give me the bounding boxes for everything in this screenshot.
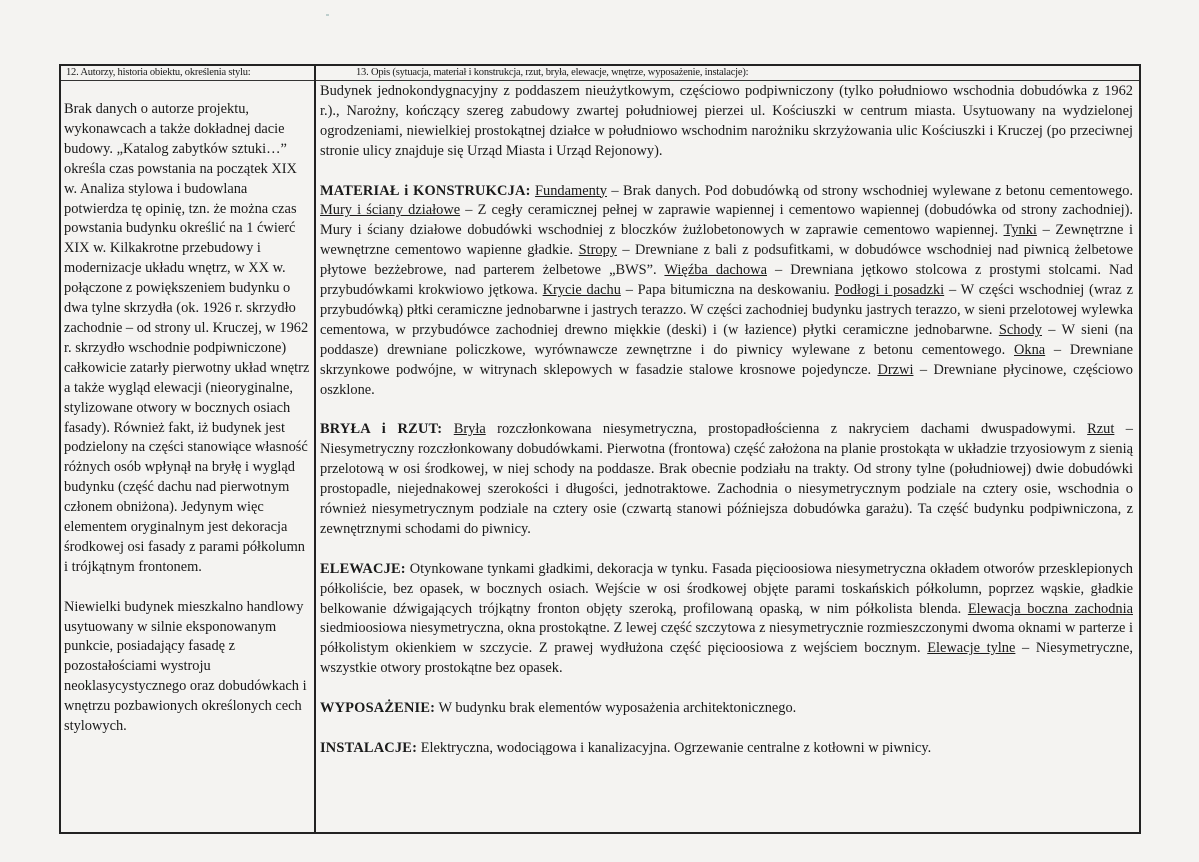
history-header: 12. Autorzy, historia obiektu, określenia stylu: [66, 67, 251, 78]
bryla-paragraph [320, 420, 1133, 539]
history-paragraph-1: Brak danych o autorze projektu, wykonawcach a także dokładnej dacie budowy. „Katalog zabytków sztuki…” określa czas powstania na początek XIX w. Analiza stylowa i budowlana potwierdza tę opinię, tzn. że można czas powstania budynku określić na 1 ćwierć XIX w. Kilkakrotne przebudowy i modernizacje układu wnętrz, w XX w. połączone z powiększeniem budynku o dwa tylne skrzydła (ok. 1926 r. skrzydło zachodnie – od strony ul. Kruczej, w 1962 r. skrzydło wschodnie podpiwniczone) całkowicie zatarły pierwotny układ wnętrz a także wygląd elewacji (nieoryginalne, stylizowane otwory w bocznych osiach fasady). Również fakt, iż budynek jest podzielony na części stanowiące własność różnych osób wpłynął na bryłę i wygląd budynku (część dachu nad pierwotnym członem obniżona). Jedynym więc elementem oryginalnym jest dekoracja środkowej osi fasady z parami półkolumn i trójkątnym frontonem. [64, 101, 310, 575]
text-schody: – W sieni (na poddasze) drewniane policzkowe, wyrównawcze zewnętrzne i do piwnicy wylewane z betonu cementowego. [320, 321, 1133, 358]
text-wyposazenie: W budynku brak elementów wyposażenia architektonicznego. [435, 700, 797, 717]
label-fundamenty: Fundamenty [535, 182, 607, 199]
label-tynki: Tynki [1003, 222, 1037, 239]
label-okna: Okna [1013, 341, 1046, 358]
label-wiezba: Więźba dachowa [664, 262, 767, 279]
text-podlogi: – W części wschodniej (wraz z przybudówką) płtki ceramiczne jednobarwne i jastrych terazzo. W części zachodniej budynku jastrych terazzo, w sieni przelotowej wylewka cementowa, w przybudówce zachodniej drewno miękkie (deski) i (w łazience) płytki ceramiczne jednobarwne. [320, 282, 1133, 338]
text-rzut: – Niesymetryczny rozczłonkowany dobudówkami. Pierwotna (frontowa) część założona na planie prostokąta w układzie trzyosiowym z sienią przelotową w osi środkowej, w niej schody na poddasze. Brak obecnie podziału na trakty. Od strony tylne (południowej) dwie dobudówki prostopadle, niejednakowej szerokości i długości, jednotraktowe. Zachodnia o niesymetrycznym podziale na cztery osie, wschodnia o również niesymetrycznym podziale na cztery osie (czwartą stanowi późniejsza dobudówka garażu). Ta część budynku podpiwniczona, z zewnętrznymi schodami do piwnicy. [320, 421, 1133, 537]
history-text [64, 80, 310, 737]
text-krycie: – Papa bitumiczna na deskowaniu. [620, 282, 835, 299]
text-elewacje: Otynkowane tynkami gładkimi, dekoracja w tynku. Fasada pięcioosiowa niesymetryczna okładem otworów przesklepionych półkoliście, bez opasek, w bocznych osiach. Wejście w osi środkowej objęte parami toskańskich półkolumn, poprzez wąskie, gładkie belkowanie dźwigających trójkątny fronton objęty szeroką, profilowaną opaską, w nim półkolista blenda. [320, 560, 1133, 617]
material-paragraph [320, 182, 1133, 401]
label-schody: Schody [998, 321, 1042, 338]
text-okna: – Drewniane skrzynkowe podwójne, w witrynach sklepowych w fasadzie stalowe krosnowe pojedyncze. [320, 341, 1133, 378]
elewacje-paragraph [320, 560, 1133, 679]
text-elewacja-boczna: siedmioosiowa niesymetryczna, okna prostokątne. Z lewej część szczytowa z niesymetrycznie rozmieszczonymi dwoma oknami w parterze i półkolistym okienkiem w szczycie. Z prawej wydłużona część pięcioosiowa z wejściem bocznym. [320, 620, 1133, 657]
text-drzwi: – Drewniane płycinowe, częściowo oszklone. [320, 361, 1133, 398]
instalacje-paragraph [320, 739, 1133, 759]
label-elewacja-boczna: Elewacja boczna zachodnia [967, 600, 1133, 617]
scan-speck [326, 14, 329, 16]
text-bryla: rozczłonkowana niesymetryczna, prostopadłościenna z nakryciem dachami dwuspadowymi. [485, 421, 1088, 438]
text-stropy: – Drewniane z bali z podsufitkami, w dobudówce wschodniej nad piwnicą żelbetowe płytowe bezżebrowe, nad parterem żelbetowe „BWS”. [320, 242, 1133, 279]
text-mury: – Z cegły ceramicznej pełnej w zaprawie wapiennej i cementowo wapiennej (dobudówka od strony zachodniej). Mury i ściany działowe dobudówki wschodniej z bloczków żużlobetonowych w zaprawie cementowo wapiennej. [320, 202, 1133, 239]
instalacje-heading: INSTALACJE: [320, 739, 418, 756]
label-elewacje-tylne: Elewacje tylne [927, 640, 1016, 657]
label-bryla: Bryła [453, 421, 486, 438]
text-elewacje-tylne: – Niesymetryczne, wszystkie otwory prostokątne bez opasek. [320, 640, 1133, 677]
description-header: 13. Opis (sytuacja, materiał i konstrukcja, rzut, bryła, elewacje, wnętrze, wyposażenie, instalacje): [356, 67, 749, 78]
wyposazenie-heading: WYPOSAŻENIE: [320, 700, 436, 717]
bryla-heading: BRYŁA i RZUT: [320, 421, 443, 438]
form-table [59, 64, 1141, 834]
label-rzut: Rzut [1087, 421, 1115, 438]
label-stropy: Stropy [578, 242, 617, 259]
label-krycie: Krycie dachu [542, 282, 621, 299]
text-instalacje: Elektryczna, wodociągowa i kanalizacyjna. Ogrzewanie centralne z kotłowni w piwnicy. [417, 739, 932, 756]
elewacje-heading: ELEWACJE: [320, 560, 406, 577]
label-podlogi: Podłogi i posadzki [834, 282, 945, 299]
text-wiezba: – Drewniana jętkowo stolcowa z prostymi stolcami. Nad przybudówkami krokwiowo jętkowa. [320, 262, 1133, 299]
history-column [61, 66, 314, 757]
material-heading: MATERIAŁ i KONSTRUKCJA: [320, 182, 531, 199]
text-fundamenty: – Brak danych. Pod dobudówką od strony wschodniej wylewane z betonu cementowego. [606, 182, 1133, 199]
text-tynki: – Zewnętrzne i wewnętrzne cementowo wapienne gładkie. [320, 222, 1133, 259]
description-column [316, 66, 1139, 779]
description-text [320, 80, 1133, 759]
wyposazenie-paragraph [320, 699, 1133, 719]
label-mury: Mury i ściany działowe [320, 202, 461, 219]
intro-paragraph: Budynek jednokondygnacyjny z poddaszem nieużytkowym, częściowo podpiwniczony (tylko południowo wschodnia dobudówka z 1962 r.)., Narożny, kończący szereg zabudowy zwartej południowej pierzei ul. Kościuszki w centrum miasta. Usytuowany na wydzielonej ogrodzeniami, niewielkiej prostokątnej działce w południowo wschodnim narożniku skrzyżowania ulic Kościuszki i Kruczej (po przeciwnej stronie ulicy znajduje się Urząd Miasta i Urząd Rejonowy). [320, 83, 1133, 159]
label-drzwi: Drzwi [877, 361, 914, 378]
history-paragraph-2: Niewielki budynek mieszkalno handlowy usytuowany w silnie eksponowanym punkcie, posiadający fasadę z pozostałościami wystroju neoklasycystycznego oraz dobudówkach i wnętrzu pozbawionych określonych cech stylowych. [64, 598, 307, 735]
